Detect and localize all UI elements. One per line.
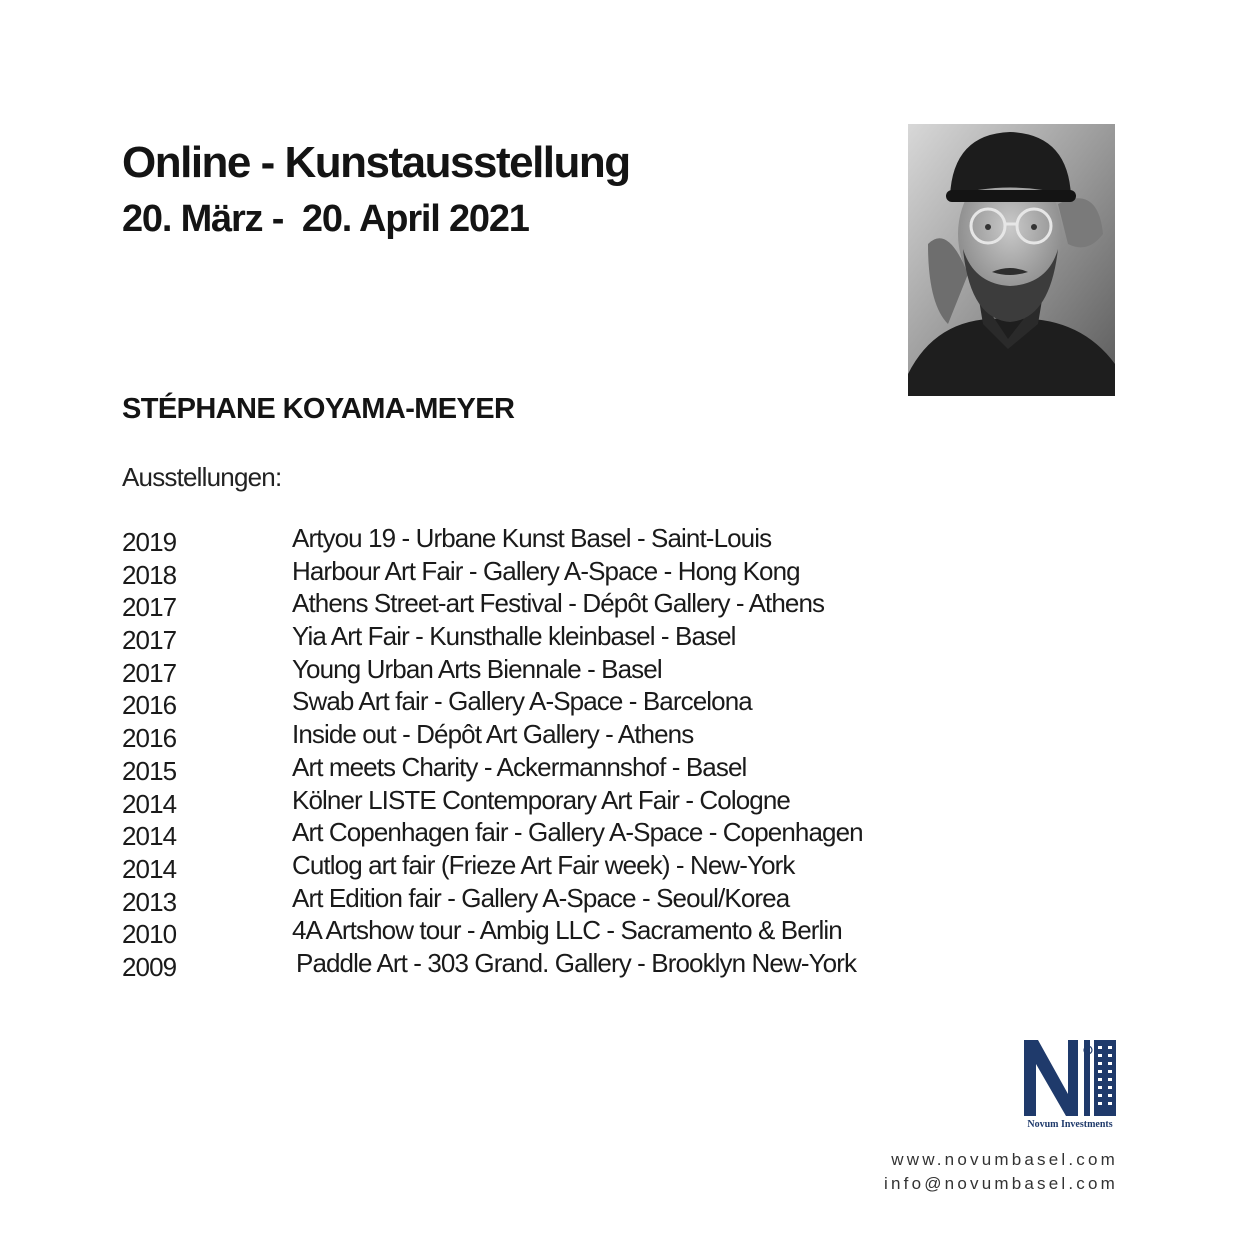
exhibition-year: 2017 bbox=[122, 657, 177, 688]
exhibition-event: Art meets Charity - Ackermannshof - Basel bbox=[292, 751, 747, 782]
exhibition-event: Art Copenhagen fair - Gallery A-Space - Copenhagen bbox=[292, 817, 863, 848]
exhibition-event: Athens Street-art Festival - Dépôt Gallery - Athens bbox=[292, 588, 825, 619]
logo-brand-text: Novum Investments bbox=[1027, 1119, 1113, 1130]
exhibition-event: Artyou 19 - Urbane Kunst Basel - Saint-Louis bbox=[292, 523, 772, 553]
exhibition-event: Cutlog art fair (Frieze Art Fair week) - New-York bbox=[292, 849, 795, 880]
list-item bbox=[122, 850, 922, 883]
list-item bbox=[122, 817, 922, 850]
exhibition-year: 2010 bbox=[122, 919, 177, 950]
exhibition-year: 2013 bbox=[122, 886, 177, 917]
exhibition-year: 2016 bbox=[122, 723, 177, 754]
list-item bbox=[122, 654, 922, 687]
list-item bbox=[122, 686, 922, 719]
exhibition-year: 2014 bbox=[122, 853, 177, 884]
list-item bbox=[122, 556, 922, 589]
list-item bbox=[122, 785, 922, 818]
exhibition-year: 2017 bbox=[122, 592, 177, 623]
list-item bbox=[122, 883, 922, 916]
email-link[interactable]: info@novumbasel.com bbox=[884, 1174, 1118, 1193]
exhibition-event: Swab Art fair - Gallery A-Space - Barcelona bbox=[292, 686, 752, 717]
list-item bbox=[122, 588, 922, 621]
website-link[interactable]: www.novumbasel.com bbox=[891, 1150, 1118, 1169]
list-item bbox=[122, 752, 922, 785]
exhibition-event: Kölner LISTE Contemporary Art Fair - Cologne bbox=[292, 784, 790, 815]
list-item bbox=[122, 621, 922, 654]
exhibition-year: 2017 bbox=[122, 625, 177, 656]
exhibition-event: 4A Artshow tour - Ambig LLC - Sacramento & Berlin bbox=[292, 915, 842, 946]
exhibition-dates: 20. März - 20. April 2021 bbox=[122, 198, 529, 240]
novum-investments-logo bbox=[1022, 1036, 1118, 1130]
exhibition-event: Yia Art Fair - Kunsthalle kleinbasel - Basel bbox=[292, 621, 736, 652]
exhibition-year: 2014 bbox=[122, 821, 177, 852]
list-item bbox=[122, 915, 922, 948]
list-item bbox=[122, 523, 922, 556]
exhibition-year: 2015 bbox=[122, 755, 177, 786]
list-item bbox=[122, 948, 922, 981]
artist-name: STÉPHANE KOYAMA-MEYER bbox=[122, 393, 515, 425]
exhibition-year: 2014 bbox=[122, 788, 177, 819]
exhibition-event: Art Edition fair - Gallery A-Space - Seoul/Korea bbox=[292, 882, 790, 913]
exhibitions-list bbox=[122, 523, 922, 981]
exhibition-event: Inside out - Dépôt Art Gallery - Athens bbox=[292, 719, 694, 750]
exhibition-event: Harbour Art Fair - Gallery A-Space - Hong Kong bbox=[292, 555, 800, 586]
page-title: Online - Kunstausstellung bbox=[122, 138, 630, 187]
exhibition-event: Paddle Art - 303 Grand. Gallery - Brooklyn New-York bbox=[296, 947, 857, 978]
exhibition-year: 2009 bbox=[122, 951, 177, 982]
exhibition-year: 2018 bbox=[122, 559, 177, 590]
list-item bbox=[122, 719, 922, 752]
exhibition-year: 2019 bbox=[122, 527, 177, 557]
exhibitions-label: Ausstellungen: bbox=[122, 462, 282, 492]
exhibition-event: Young Urban Arts Biennale - Basel bbox=[292, 653, 662, 684]
exhibition-year: 2016 bbox=[122, 690, 177, 721]
contact-info bbox=[884, 1148, 1118, 1196]
artist-portrait-photo bbox=[908, 124, 1115, 396]
